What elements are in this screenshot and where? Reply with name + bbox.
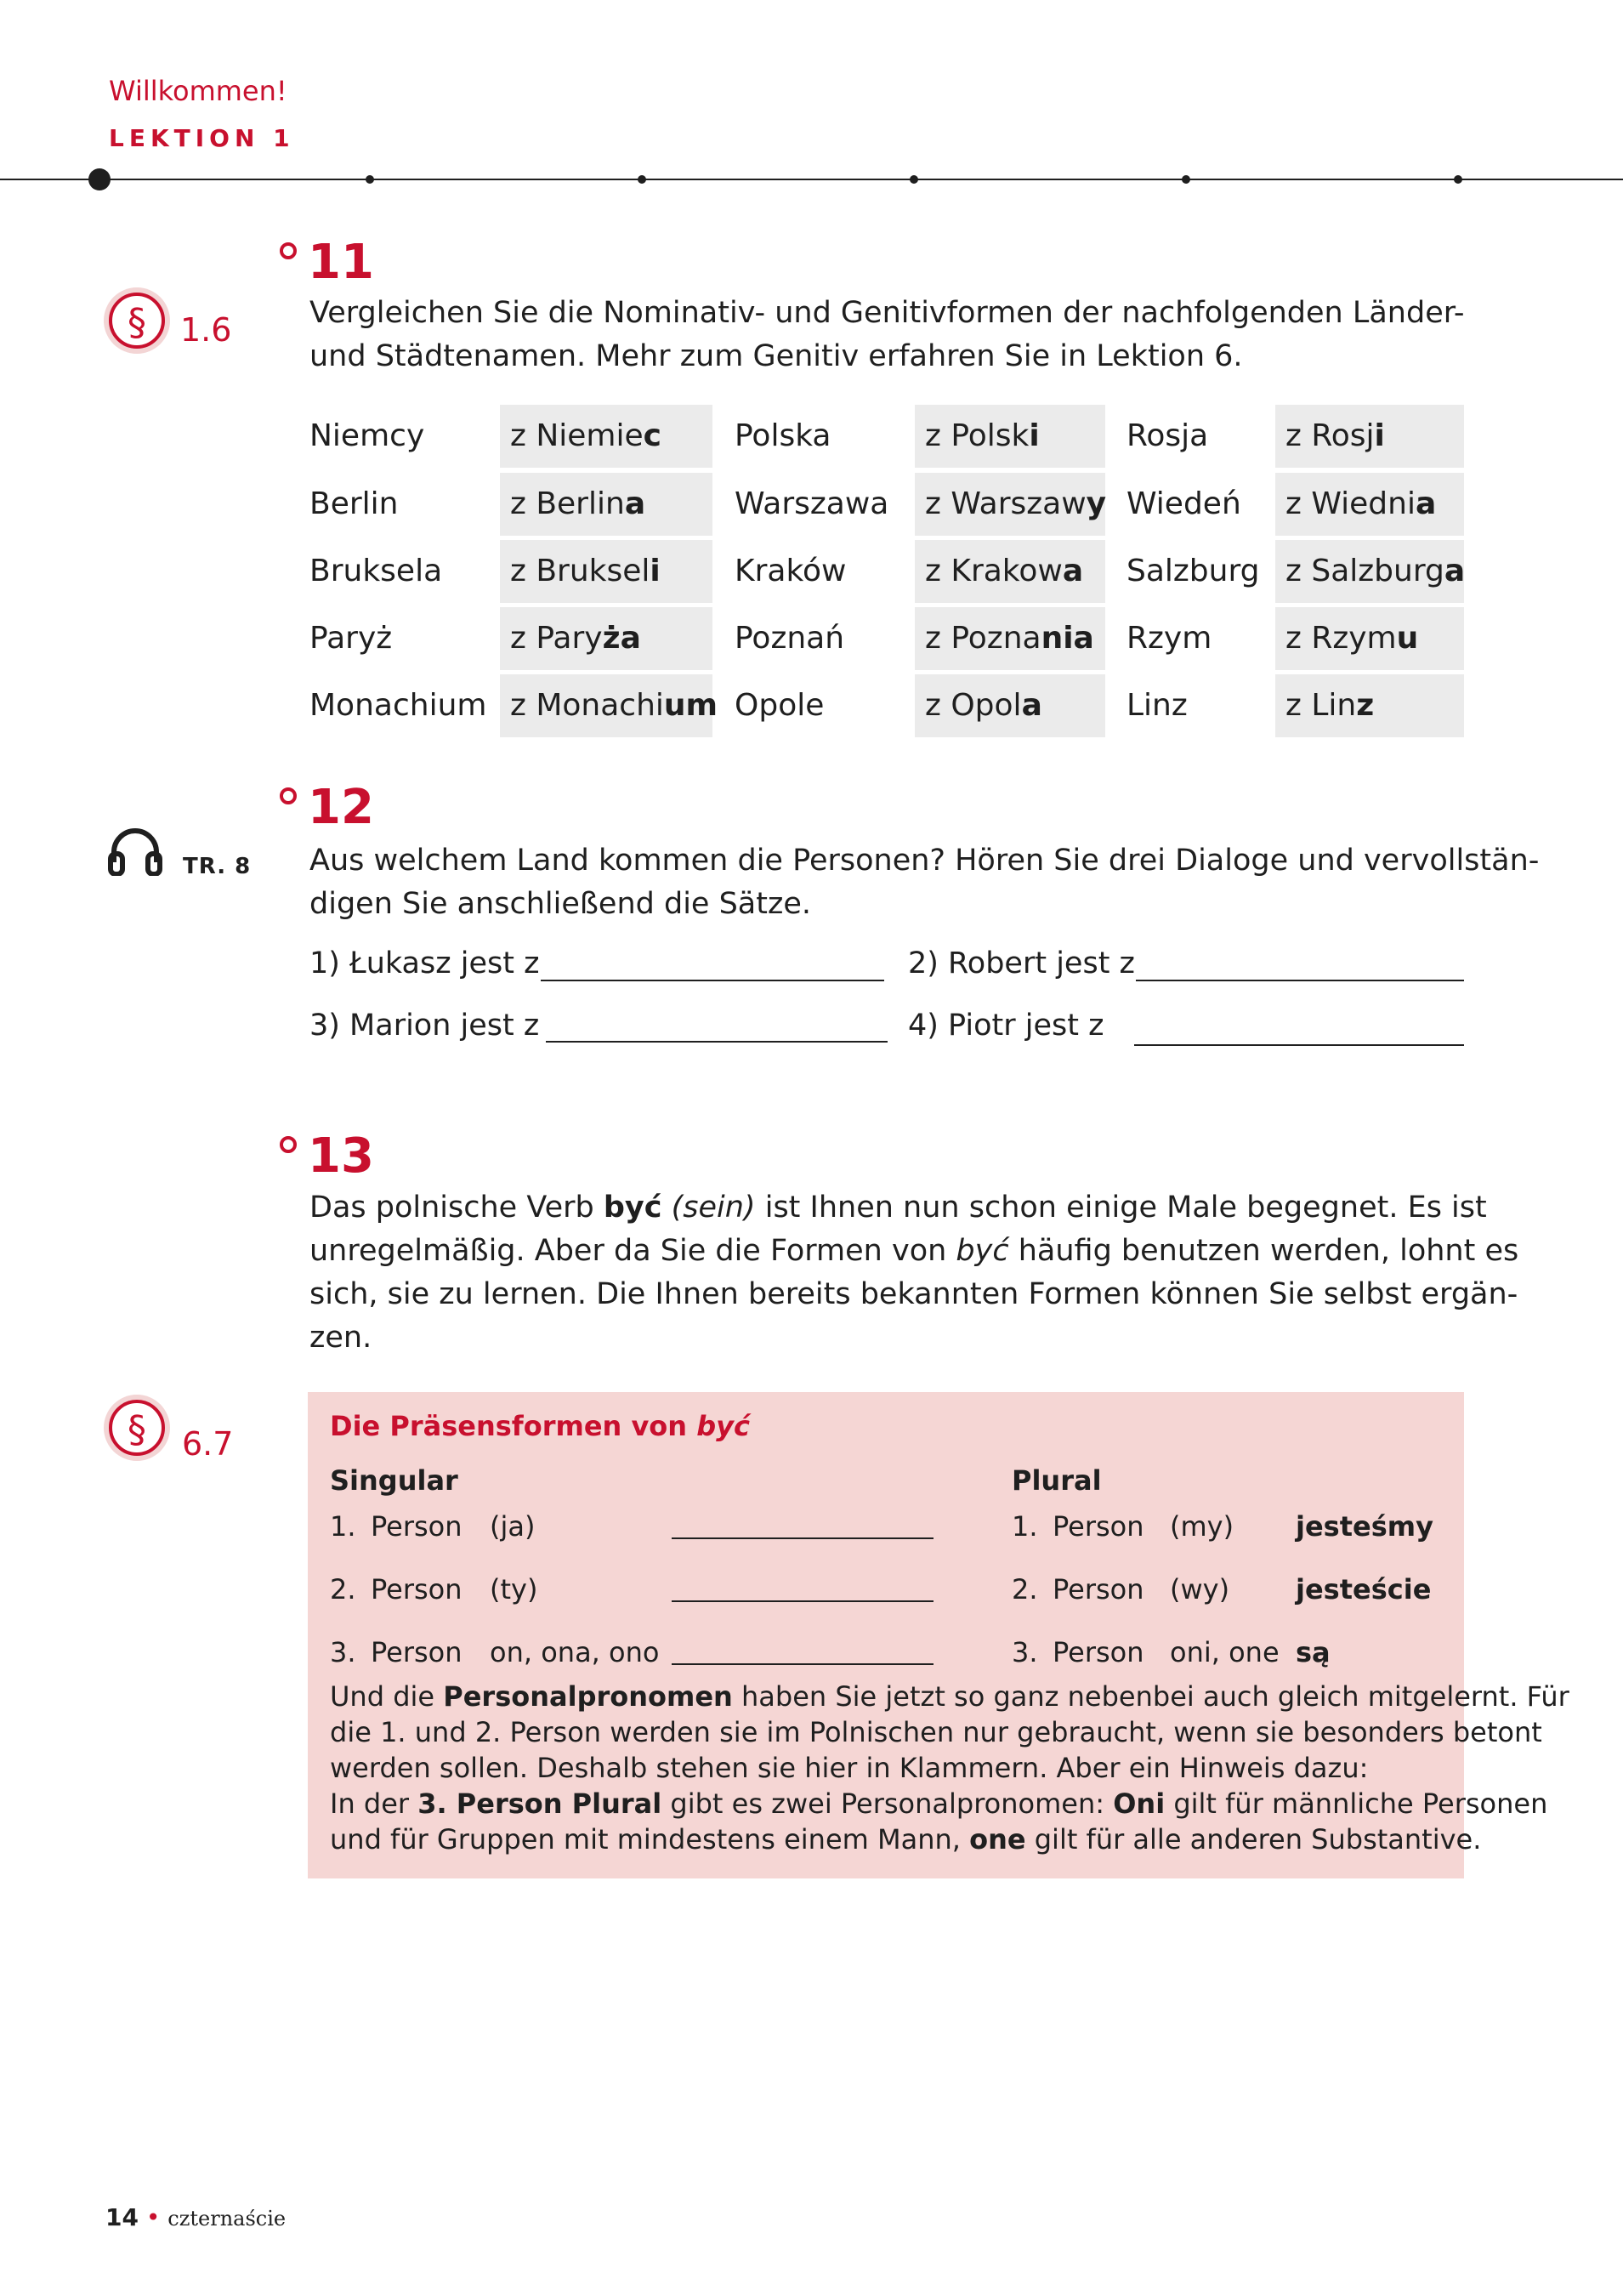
nominative-cell: Wiedeń xyxy=(1126,486,1241,521)
box-note-line1: Und die Personalpronomen haben Sie jetzt so ganz nebenbei auch gleich mitgelernt. Für xyxy=(330,1680,1569,1713)
plural-form: są xyxy=(1296,1636,1331,1668)
chapter-title: Willkommen! xyxy=(109,75,287,107)
genitive-cell: z Niemiec xyxy=(500,405,712,468)
headphones-icon xyxy=(107,825,163,879)
genitive-cell: z Krakowa xyxy=(915,540,1105,603)
genitive-cell: z Warszawy xyxy=(915,473,1105,536)
timeline-dot xyxy=(1182,175,1190,184)
plural-num: 2. xyxy=(1012,1573,1038,1605)
audio-track-label: TR. 8 xyxy=(183,854,252,879)
plural-person: Person xyxy=(1053,1573,1144,1605)
plural-num: 1. xyxy=(1012,1510,1038,1543)
nominative-cell: Polska xyxy=(735,418,831,453)
grammar-ref-icon: § xyxy=(109,1400,165,1456)
exercise-11-instruction: Vergleichen Sie die Nominativ- und Genitivformen der nachfolgenden Länder- und Städtenamen. Mehr zum Genitiv erfahren Sie in Lektion 6. xyxy=(309,296,1465,373)
singular-answer-line[interactable] xyxy=(672,1599,934,1602)
nominative-cell: Rosja xyxy=(1126,418,1209,453)
timeline-dot-active xyxy=(88,168,111,190)
box-note-line4: In der 3. Person Plural gibt es zwei Personalpronomen: Oni gilt für männliche Personen xyxy=(330,1787,1548,1820)
nominative-cell: Monachium xyxy=(309,688,487,723)
box-note-line2: die 1. und 2. Person werden sie im Polnischen nur gebraucht, wenn sie besonders betont xyxy=(330,1716,1542,1748)
plural-num: 3. xyxy=(1012,1636,1038,1668)
answer-line-4[interactable] xyxy=(1134,1043,1464,1046)
nominative-cell: Opole xyxy=(735,688,825,723)
answer-line-3[interactable] xyxy=(546,1039,888,1043)
singular-num: 3. xyxy=(330,1636,356,1668)
nominative-cell: Poznań xyxy=(735,621,845,656)
sentence-item-2: 2) Robert jest z xyxy=(908,946,1135,980)
nominative-cell: Warszawa xyxy=(735,486,889,521)
exercise-13-text-line4: zen. xyxy=(309,1321,372,1355)
exercise-12-instruction-line1: Aus welchem Land kommen die Personen? Hören Sie drei Dialoge und vervollstän- xyxy=(309,844,1540,878)
nominative-cell: Paryż xyxy=(309,621,393,656)
nominative-cell: Rzym xyxy=(1126,621,1212,656)
answer-line-2[interactable] xyxy=(1136,978,1464,981)
nominative-cell: Berlin xyxy=(309,486,399,521)
sentence-item-4: 4) Piotr jest z xyxy=(908,1009,1104,1043)
plural-heading: Plural xyxy=(1012,1464,1102,1497)
singular-person: Person xyxy=(371,1573,462,1605)
exercise-marker-icon xyxy=(280,787,297,804)
nominative-cell: Linz xyxy=(1126,688,1188,723)
singular-person: Person xyxy=(371,1636,462,1668)
box-note-line5: und für Gruppen mit mindestens einem Mann, one gilt für alle anderen Substantive. xyxy=(330,1823,1482,1856)
sentence-item-3: 3) Marion jest z xyxy=(309,1009,540,1043)
conjugation-box-title: Die Präsensformen von być xyxy=(330,1410,750,1442)
genitive-cell: z Polski xyxy=(915,405,1105,468)
timeline-dot xyxy=(638,175,646,184)
genitive-cell: z Linz xyxy=(1275,674,1464,737)
singular-pron: (ty) xyxy=(490,1573,538,1605)
genitive-cell: z Brukseli xyxy=(500,540,712,603)
grammar-ref-number: 6.7 xyxy=(182,1425,234,1463)
exercise-13-text-line2: unregelmäßig. Aber da Sie die Formen von być häufig benutzen werden, lohnt es xyxy=(309,1234,1519,1268)
genitive-cell: z Poznania xyxy=(915,607,1105,670)
nominative-cell: Niemcy xyxy=(309,418,425,453)
singular-num: 1. xyxy=(330,1510,356,1543)
page-footer: 14 • czternaście xyxy=(105,2203,287,2231)
nominative-cell: Bruksela xyxy=(309,554,443,588)
genitive-cell: z Opola xyxy=(915,674,1105,737)
nominative-cell: Salzburg xyxy=(1126,554,1260,588)
singular-heading: Singular xyxy=(330,1464,458,1497)
exercise-12-number: 12 xyxy=(308,780,374,835)
timeline-rule xyxy=(0,179,1623,180)
singular-answer-line[interactable] xyxy=(672,1536,934,1539)
singular-pron: on, ona, ono xyxy=(490,1636,660,1668)
genitive-cell: z Berlina xyxy=(500,473,712,536)
genitive-cell: z Rosji xyxy=(1275,405,1464,468)
singular-person: Person xyxy=(371,1510,462,1543)
plural-pron: (wy) xyxy=(1170,1573,1230,1605)
plural-person: Person xyxy=(1053,1510,1144,1543)
plural-pron: (my) xyxy=(1170,1510,1234,1543)
exercise-13-text-line1: Das polnische Verb być (sein) ist Ihnen nun schon einige Male begegnet. Es ist xyxy=(309,1191,1487,1225)
singular-answer-line[interactable] xyxy=(672,1662,934,1665)
singular-num: 2. xyxy=(330,1573,356,1605)
genitive-cell: z Wiednia xyxy=(1275,473,1464,536)
grammar-ref-number: 1.6 xyxy=(180,311,232,349)
sentence-item-1: 1) Łukasz jest z xyxy=(309,946,540,980)
timeline-dot xyxy=(1454,175,1462,184)
nominative-cell: Kraków xyxy=(735,554,847,588)
plural-form: jesteśmy xyxy=(1296,1510,1433,1543)
genitive-cell: z Paryża xyxy=(500,607,712,670)
plural-person: Person xyxy=(1053,1636,1144,1668)
exercise-marker-icon xyxy=(280,242,297,259)
answer-line-1[interactable] xyxy=(541,978,884,981)
genitive-cell: z Salzburga xyxy=(1275,540,1464,603)
genitive-cell: z Rzymu xyxy=(1275,607,1464,670)
exercise-13-text-line3: sich, sie zu lernen. Die Ihnen bereits bekannten Formen können Sie selbst ergän- xyxy=(309,1277,1518,1311)
exercise-11-number: 11 xyxy=(308,235,374,290)
singular-pron: (ja) xyxy=(490,1510,536,1543)
timeline-dot xyxy=(910,175,918,184)
lesson-label: LEKTION 1 xyxy=(109,124,295,152)
exercise-12-instruction-line2: digen Sie anschließend die Sätze. xyxy=(309,887,811,921)
exercise-marker-icon xyxy=(280,1136,297,1153)
exercise-13-number: 13 xyxy=(308,1128,374,1184)
plural-pron: oni, one xyxy=(1170,1636,1280,1668)
plural-form: jesteście xyxy=(1296,1573,1432,1605)
box-note-line3: werden sollen. Deshalb stehen sie hier in Klammern. Aber ein Hinweis dazu: xyxy=(330,1752,1369,1784)
grammar-ref-icon: § xyxy=(109,293,165,349)
timeline-dot xyxy=(366,175,374,184)
genitive-cell: z Monachium xyxy=(500,674,712,737)
